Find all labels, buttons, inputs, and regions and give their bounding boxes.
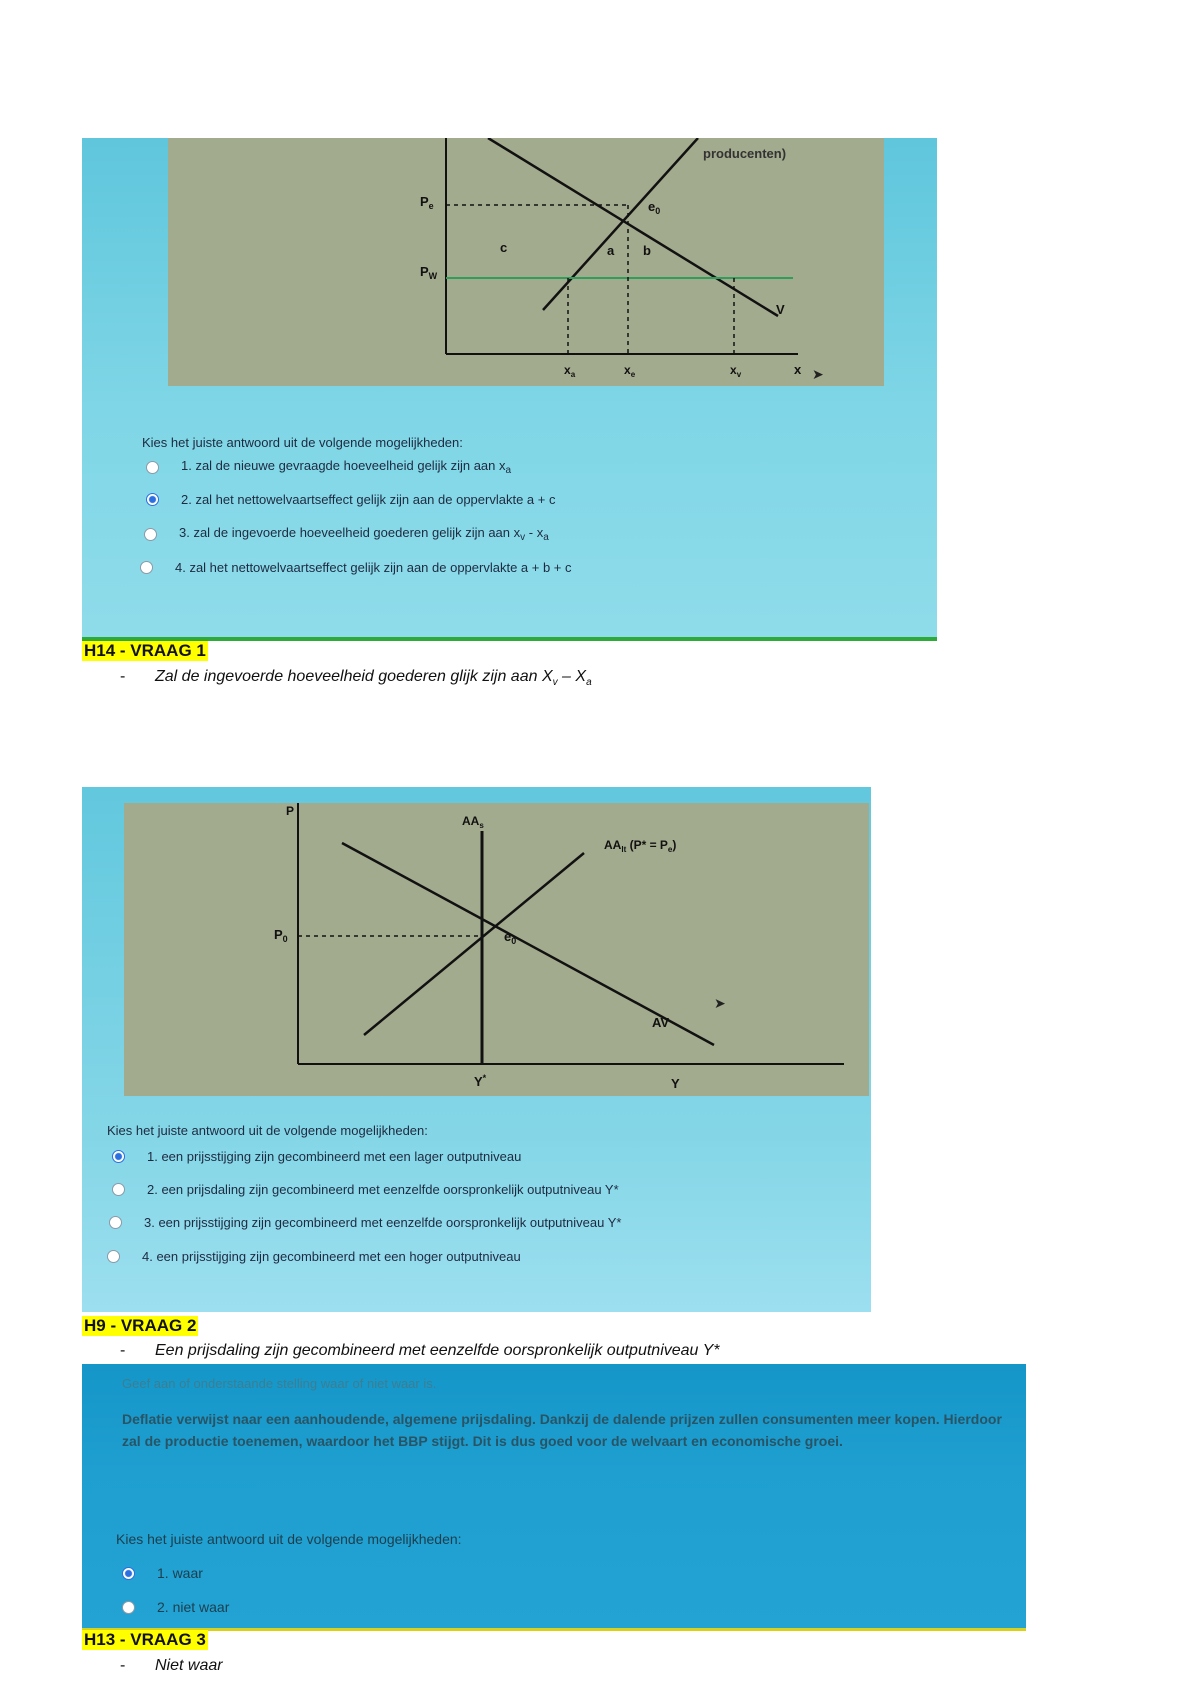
mouse-cursor-icon: ➤ [714, 995, 726, 1011]
radio-button[interactable] [109, 1216, 122, 1229]
q3-heading: H13 - VRAAG 3 [84, 1630, 206, 1649]
aa-av-svg [124, 803, 869, 1096]
label-aa-lt: $AA_{lt}$ $(P* = P_e)$ [604, 838, 677, 854]
radio-button[interactable] [107, 1250, 120, 1263]
question-3-photo [82, 1364, 1026, 1631]
q1-option-2[interactable] [146, 492, 555, 507]
radio-button[interactable] [112, 1183, 125, 1196]
option-label: 2. niet waar [157, 1599, 230, 1615]
label-curve-v: V [776, 302, 785, 317]
option-label: 4. zal het nettowelvaartseffect gelijk zijn aan de oppervlakte a + b + c [175, 560, 572, 575]
radio-button-selected[interactable] [122, 1567, 135, 1580]
option-label: 1. zal de nieuwe gevraagde hoeveelheid gelijk zijn aan $x_a$ [181, 458, 512, 476]
aa-av-graph [124, 803, 869, 1096]
label-e0: $e_0$ [504, 929, 517, 946]
label-p-axis: P [286, 804, 295, 818]
label-xa: $x_a$ [564, 363, 576, 379]
option-label: 2. zal het nettowelvaartseffect gelijk zijn aan de oppervlakte a + c [181, 492, 556, 507]
q1-option-1[interactable] [146, 458, 511, 476]
label-xv: $x_v$ [730, 363, 742, 379]
label-area-a: a [607, 243, 615, 258]
option-label: 2. een prijsdaling zijn gecombineerd met eenzelfde oorspronkelijk outputniveau Y* [147, 1182, 619, 1197]
option-label: 1. waar [157, 1565, 203, 1581]
q3-question: Geef aan of onderstaande stelling waar of niet waar is. [122, 1376, 437, 1391]
label-pe: $P_e$ [420, 194, 434, 211]
radio-button-selected[interactable] [112, 1150, 125, 1163]
radio-button[interactable] [146, 461, 159, 474]
q3-option-2[interactable] [122, 1599, 229, 1615]
q2-option-1[interactable] [112, 1149, 521, 1164]
label-av: AV [652, 1015, 670, 1030]
option-label: 4. een prijsstijging zijn gecombineerd met een hoger outputniveau [142, 1249, 521, 1264]
q2-prompt: Kies het juiste antwoord uit de volgende mogelijkheden: [107, 1123, 428, 1138]
q2-option-3[interactable] [109, 1215, 621, 1230]
label-x-axis: x [794, 362, 802, 377]
label-y-axis: Y [671, 1076, 680, 1091]
radio-button-selected[interactable] [146, 493, 159, 506]
label-producers: producenten) [703, 146, 787, 161]
import-market-graph [168, 138, 884, 386]
radio-button[interactable] [144, 528, 157, 541]
option-label: 1. een prijsstijging zijn gecombineerd met een lager outputniveau [147, 1149, 522, 1164]
label-p0: $P_0$ [274, 927, 288, 944]
label-area-b: b [643, 243, 651, 258]
label-aa-s: $AA_s$ [462, 814, 484, 830]
q3-statement: Deflatie verwijst naar een aanhoudende, algemene prijsdaling. Dankzij de dalende prijzen zullen consumenten meer kopen. Hierdoor zal de productie toenemen, waardoor het BBP stijgt. Dit is dus goed voor de welvaart en economische groei. [122, 1411, 1002, 1449]
q3-prompt: Kies het juiste antwoord uit de volgende mogelijkheden: [116, 1531, 462, 1547]
label-xe: $x_e$ [624, 363, 636, 379]
label-e0: $e_0$ [648, 199, 661, 216]
aa-long-run-line [364, 853, 584, 1035]
import-market-svg [168, 138, 884, 386]
label-area-c: c [500, 240, 508, 255]
q2-heading: H9 - VRAAG 2 [84, 1316, 197, 1335]
q1-option-3[interactable] [144, 525, 549, 543]
question-1-photo [82, 138, 937, 641]
q1-option-4[interactable] [140, 560, 572, 575]
radio-button[interactable] [122, 1601, 135, 1614]
q1-prompt: Kies het juiste antwoord uit de volgende mogelijkheden: [142, 435, 463, 450]
q2-option-2[interactable] [112, 1182, 619, 1197]
question-2-photo [82, 787, 871, 1312]
label-ystar: Y* [474, 1073, 487, 1089]
supply-curve [543, 138, 698, 310]
q3-option-1[interactable] [122, 1565, 203, 1581]
option-label: 3. een prijsstijging zijn gecombineerd met eenzelfde oorspronkelijk outputniveau Y* [144, 1215, 622, 1230]
mouse-cursor-icon: ➤ [812, 366, 824, 382]
q2-option-4[interactable] [107, 1249, 521, 1264]
q1-heading: H14 - VRAAG 1 [84, 641, 206, 660]
option-label: 3. zal de ingevoerde hoeveelheid goederen gelijk zijn aan $x_v - x_a$ [179, 525, 549, 543]
label-pw: $P_W$ [420, 264, 438, 281]
radio-button[interactable] [140, 561, 153, 574]
